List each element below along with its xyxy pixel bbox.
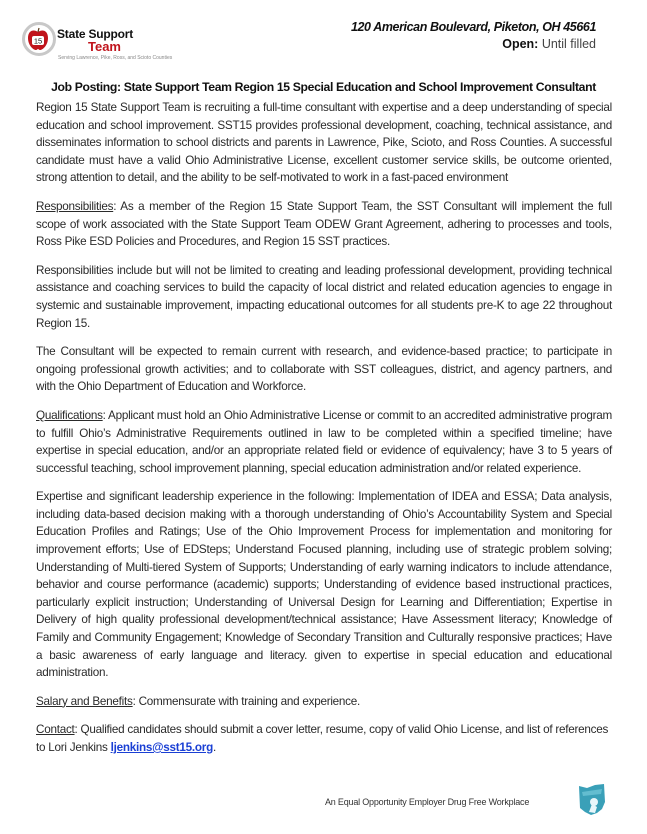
responsibilities-text: : As a member of the Region 15 State Support Team, the SST Consultant will implement the full scope of work associated with the State Support Team ODEW Grant Agreement, adhering to processes and tools, Ross Pike ESD Policies and Procedures, and Region 15 SST practices. (36, 199, 612, 249)
logo-subtitle: Serving Lawrence, Pike, Ross, and Scioto Counties (58, 55, 173, 61)
contact-text: : Qualified candidates should submit a cover letter, resume, copy of valid Ohio License, and list of references to Lori Jenkins (36, 723, 609, 754)
salary-text: : Commensurate with training and experience. (132, 694, 361, 708)
logo-team: Team (88, 39, 121, 54)
open-value: Until filled (541, 37, 596, 51)
contact-email-link[interactable]: ljenkins@sst15.org (110, 741, 213, 754)
responsibilities-label: Responsibilities (36, 199, 114, 213)
ohio-state-shape-icon (577, 782, 607, 816)
contact-paragraph (36, 721, 612, 756)
expertise-paragraph: Expertise and significant leadership experience in the following: Implementation of IDEA and ESSA; Data analysis, including data-based decision making with a thorough understanding of Ohio’s Accountability System and Special Education Profiles and Ratings; Use of the Ohio Improvement Process for implementation and monitoring for improvement efforts; Use of EDSteps; Understand Focused planning, including use of strategic problem solving; Understanding of Multi-tiered System of Supports; Understanding of early warning indicators to include attendance, behavior and course performance (academic) supports; Understanding of evidence based instructional practices, particularly explicit instruction; Understanding of Universal Design for Learning and Differentiation; Expertise in Delivery of high quality professional development/technical assistance; Have Assessment literacy; Knowledge of Family and Community Engagement; Knowledge of Secondary Transition and Culturally responsive practices; Have a basic awareness of early language and literacy. given to expertise in special education and educational administration. (36, 490, 612, 680)
qualifications-label: Qualifications (36, 408, 103, 422)
contact-end: . (213, 741, 216, 754)
responsibilities-paragraph (36, 198, 612, 251)
job-title: Job Posting: State Support Team Region 15 Special Education and School Improvement Consultant (51, 80, 596, 94)
logo-title: State Support (57, 27, 134, 41)
logo-badge-number: 15 (33, 36, 43, 46)
expectations-paragraph: The Consultant will be expected to remain current with research, and evidence-based practice; to participate in ongoing professional growth activities; and to collaborate with SST colleagues, district, and agency partners, and with the Ohio Department of Education and Workforce. (36, 345, 612, 394)
sst-logo (20, 22, 220, 64)
responsibilities-detail-paragraph: Responsibilities include but will not be limited to creating and leading professional development, providing technical assistance and coaching services to build the capacity of local district and related education agencies to engage in systemic and sustainable improvement, impacting educational outcomes for all students pre-K to age 22 throughout Region 15. (36, 263, 612, 330)
address: 120 American Boulevard, Piketon, OH 45661 (350, 20, 596, 34)
qualifications-paragraph (36, 407, 612, 477)
intro-paragraph: Region 15 State Support Team is recruiting a full-time consultant with expertise and a deep understanding of special education and school improvement. SST15 provides professional development, coaching, technical assistance, and disseminates information to school districts and parents in Lawrence, Pike, Scioto, and Ross Counties. A successful candidate must have a valid Ohio Administrative License, excellent customer service skills, be outcome oriented, strong attention to detail, and the ability to be self-motivated to work in a fast-paced environment (36, 101, 612, 185)
contact-label: Contact (36, 723, 75, 737)
apple-icon (27, 27, 49, 51)
equal-opportunity-statement: An Equal Opportunity Employer Drug Free Workplace (325, 797, 530, 807)
open-status (502, 37, 596, 51)
qualifications-text: : Applicant must hold an Ohio Administrative License or commit to an accredited administrative program to fulfill Ohio’s Administrative Requirements outlined in law to be completed within a specified timeline; have expertise in special education, and/or an appropriate related field or evidence of equivalency; have 3 to 5 years of successful teaching, school improvement planning, special education administration and/or related experience. (36, 408, 612, 475)
salary-label: Salary and Benefits (36, 694, 133, 708)
open-label: Open: (502, 37, 539, 51)
job-description (36, 99, 612, 768)
salary-paragraph (36, 693, 612, 711)
